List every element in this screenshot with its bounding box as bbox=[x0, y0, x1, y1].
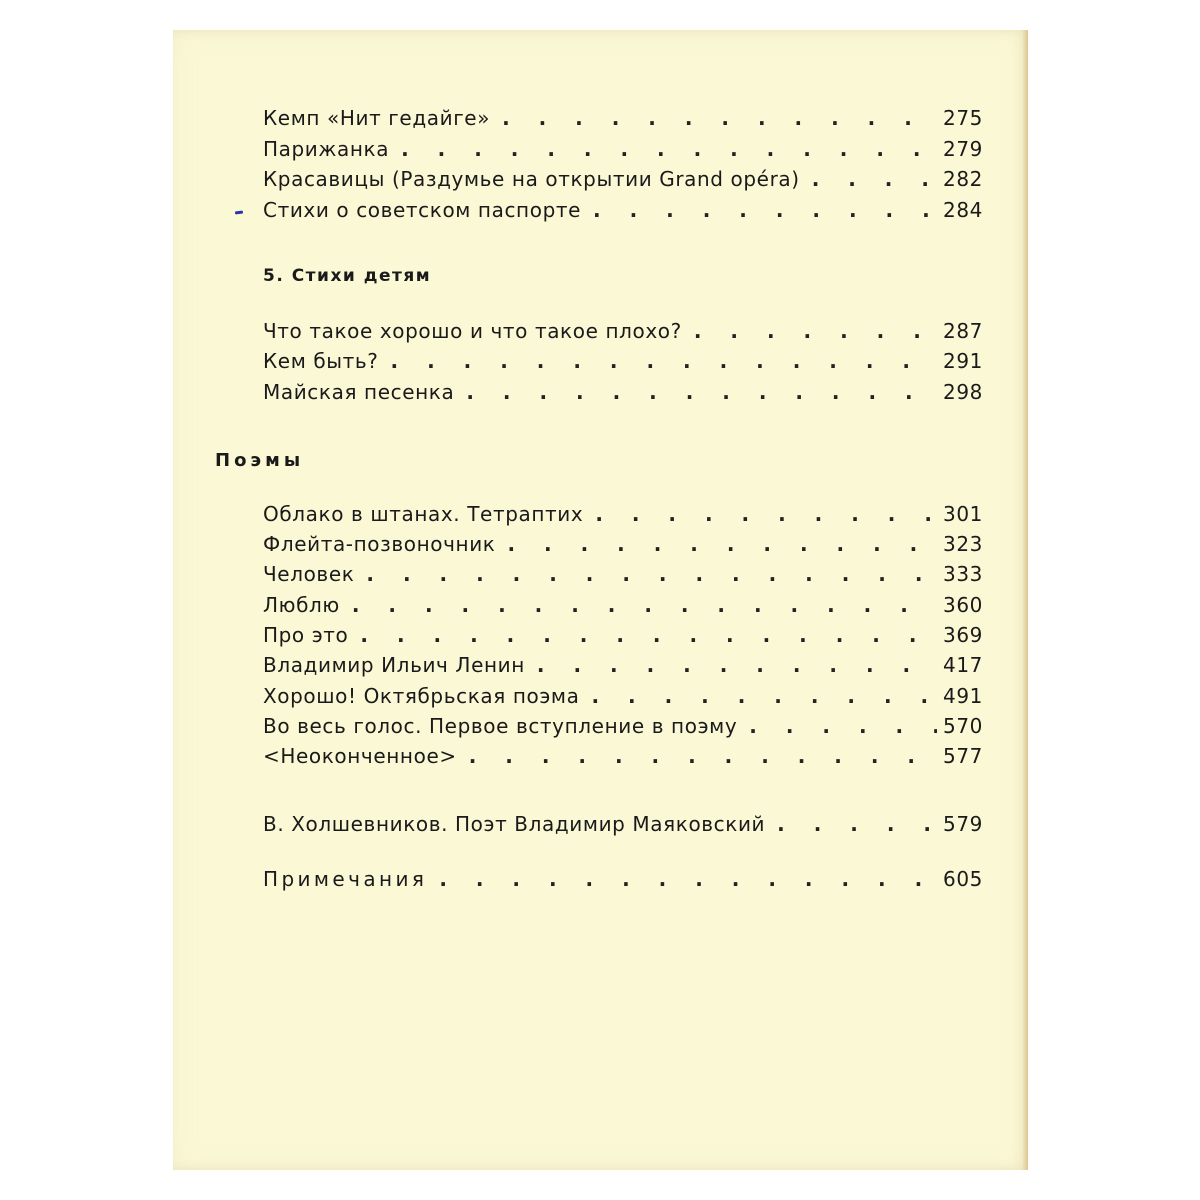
toc-entry bbox=[263, 559, 983, 589]
toc-entry-title: Хорошо! Октябрьская поэма bbox=[263, 684, 580, 708]
toc-entry-page: 282 bbox=[943, 167, 983, 191]
toc-entry-title: Во весь голос. Первое вступление в поэму bbox=[263, 714, 738, 738]
toc-entry-page: 275 bbox=[943, 106, 983, 130]
dot-leader bbox=[352, 590, 937, 620]
toc-entry bbox=[263, 346, 983, 376]
toc-entry-page: 287 bbox=[943, 319, 983, 343]
book-page bbox=[173, 30, 1028, 1170]
toc-entry bbox=[263, 499, 983, 529]
toc-entry-page: 491 bbox=[943, 684, 983, 708]
toc-entry bbox=[263, 195, 983, 225]
toc-entry-notes bbox=[263, 864, 983, 894]
toc-entry bbox=[263, 620, 983, 650]
dot-leader bbox=[502, 103, 937, 133]
toc-entry bbox=[263, 650, 983, 680]
dot-leader bbox=[391, 346, 937, 376]
toc-entry-title: Человек bbox=[263, 562, 355, 586]
toc-entry bbox=[263, 681, 983, 711]
dot-leader bbox=[439, 864, 937, 894]
table-of-contents bbox=[173, 30, 1028, 1170]
toc-entry bbox=[263, 103, 983, 133]
toc-entry-title: Что такое хорошо и что такое плохо? bbox=[263, 319, 682, 343]
toc-entry-title: Кемп «Нит гедайге» bbox=[263, 106, 491, 130]
toc-entry-page: 360 bbox=[943, 593, 983, 617]
dot-leader bbox=[812, 164, 937, 194]
toc-entry bbox=[263, 316, 983, 346]
dot-leader bbox=[507, 529, 937, 559]
dot-leader bbox=[749, 711, 937, 741]
dot-leader bbox=[469, 741, 937, 771]
toc-entry bbox=[263, 590, 983, 620]
toc-entry-page: 577 bbox=[943, 744, 983, 768]
toc-entry-page: 369 bbox=[943, 623, 983, 647]
toc-entry-afterword bbox=[263, 809, 983, 839]
toc-entry-page: 417 bbox=[943, 653, 983, 677]
toc-entry-title: Красавицы (Раздумье на открытии Grand opéra) bbox=[263, 167, 800, 191]
toc-entry-title: Кем быть? bbox=[263, 349, 379, 373]
toc-entry bbox=[263, 164, 983, 194]
toc-entry-page: 579 bbox=[943, 812, 983, 836]
dot-leader bbox=[593, 195, 937, 225]
toc-entry bbox=[263, 741, 983, 771]
toc-entry bbox=[263, 377, 983, 407]
toc-entry-title: Облако в штанах. Тетраптих bbox=[263, 502, 584, 526]
section-heading: 5. Стихи детям bbox=[263, 266, 432, 286]
dot-leader bbox=[777, 809, 937, 839]
toc-entry-title: В. Холшевников. Поэт Владимир Маяковский bbox=[263, 812, 766, 836]
toc-entry bbox=[263, 529, 983, 559]
dot-leader bbox=[366, 559, 937, 589]
toc-entry-title: Майская песенка bbox=[263, 380, 455, 404]
dot-leader bbox=[466, 377, 937, 407]
toc-entry bbox=[263, 134, 983, 164]
toc-entry-title: Владимир Ильич Ленин bbox=[263, 653, 525, 677]
toc-entry-title: Стихи о советском паспорте bbox=[263, 198, 582, 222]
toc-entry-page: 291 bbox=[943, 349, 983, 373]
toc-entry-title: <Неоконченное> bbox=[263, 744, 457, 768]
toc-entry-page: 301 bbox=[943, 502, 983, 526]
toc-entry-page: 284 bbox=[943, 198, 983, 222]
dot-leader bbox=[360, 620, 937, 650]
toc-entry-title: Люблю bbox=[263, 593, 340, 617]
dot-leader bbox=[591, 681, 937, 711]
dot-leader bbox=[537, 650, 937, 680]
toc-entry-title: Примечания bbox=[263, 867, 428, 891]
toc-entry-page: 605 bbox=[943, 867, 983, 891]
toc-entry bbox=[263, 711, 983, 741]
dot-leader bbox=[595, 499, 937, 529]
toc-entry-page: 570 bbox=[943, 714, 983, 738]
toc-entry-title: Про это bbox=[263, 623, 349, 647]
toc-entry-title: Парижанка bbox=[263, 137, 390, 161]
toc-entry-page: 333 bbox=[943, 562, 983, 586]
toc-entry-page: 298 bbox=[943, 380, 983, 404]
toc-entry-page: 323 bbox=[943, 532, 983, 556]
toc-entry-page: 279 bbox=[943, 137, 983, 161]
dot-leader bbox=[401, 134, 937, 164]
part-heading: Поэмы bbox=[215, 450, 305, 471]
dot-leader bbox=[694, 316, 937, 346]
toc-entry-title: Флейта-позвоночник bbox=[263, 532, 496, 556]
